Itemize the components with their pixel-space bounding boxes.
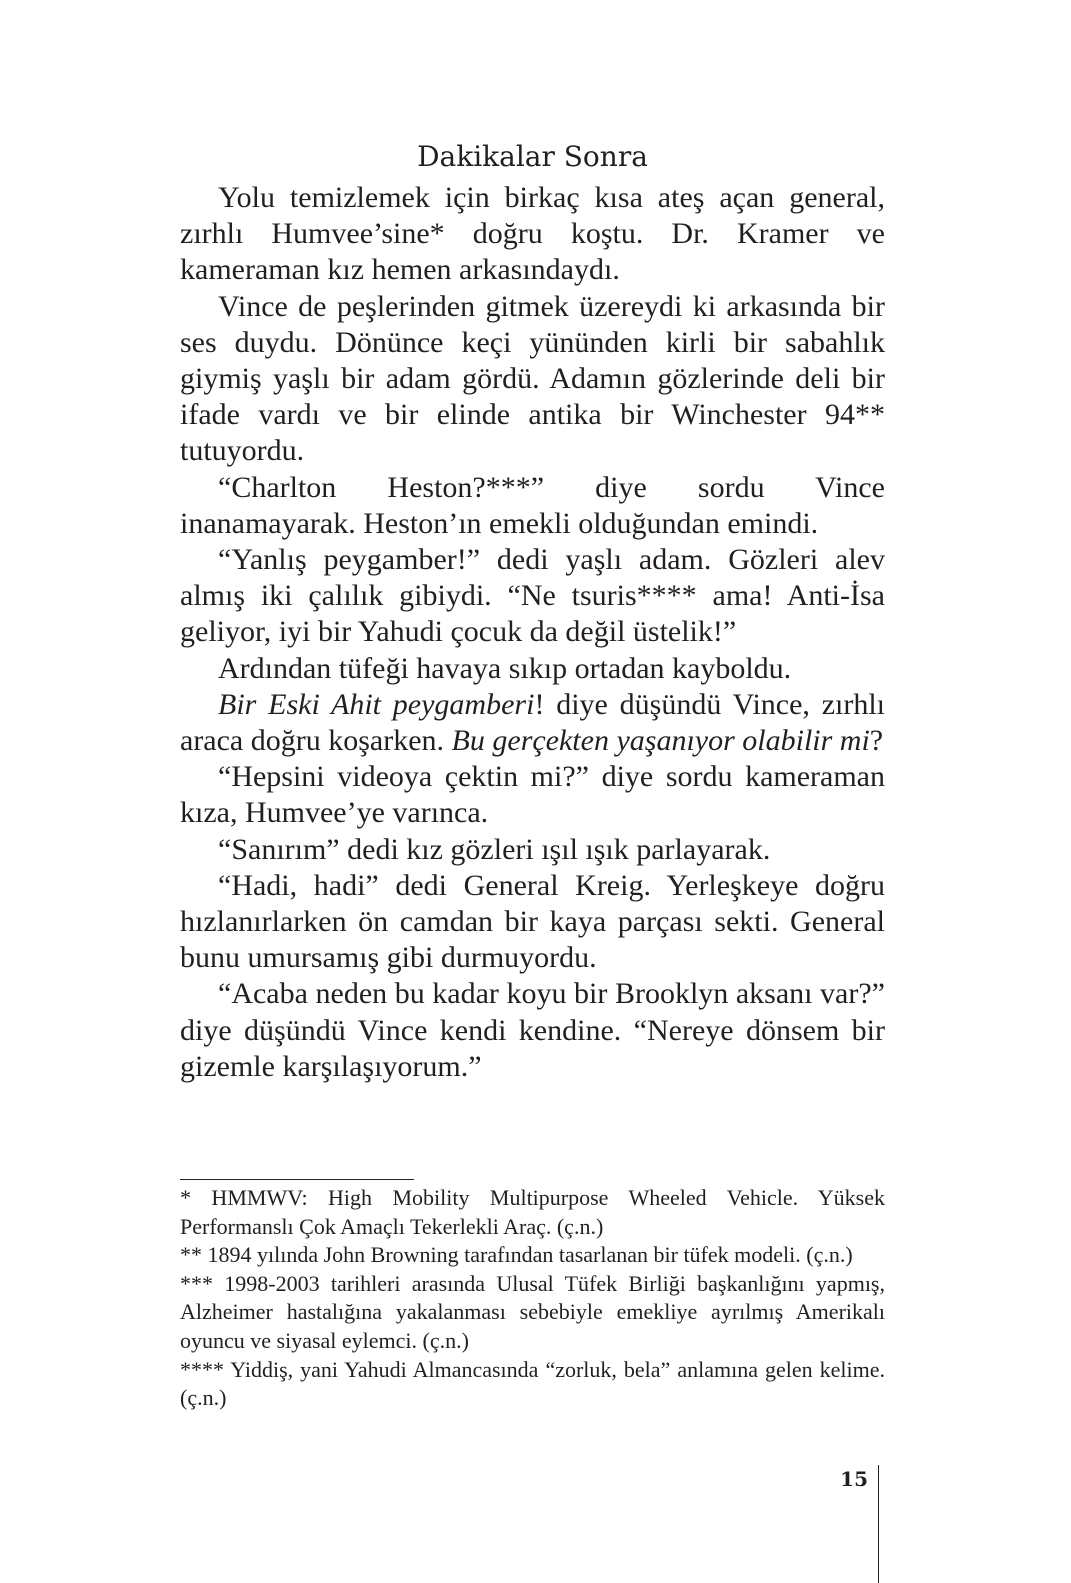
paragraph (180, 470, 885, 542)
paragraph (180, 759, 885, 831)
text-run: ? (869, 724, 884, 758)
paragraph (180, 542, 885, 651)
text-run: ! diye düşündü Vince, zırhlı araca doğru koşarken. (180, 687, 886, 758)
footnote-item: *** 1998-2003 tarihleri arasında Ulusal Tüfek Birliği başkanlığını yapmış, Alzheimer hastalığına yakalanması sebebiyle emekliye ayrılmış Amerikalı oyuncu ve siyasal eylemci. (ç.n.) (180, 1270, 885, 1353)
paragraph (180, 976, 885, 1085)
footnotes (180, 1184, 885, 1413)
text-run: Ardından tüfeği havaya sıkıp ortadan kayboldu. (218, 651, 792, 685)
footnote-item: ** 1894 yılında John Browning tarafından tasarlanan bir tüfek modeli. (ç.n.) (180, 1242, 853, 1268)
text-run: “Sanırım” dedi kız gözleri ışıl ışık parlayarak. (218, 832, 771, 866)
footnote-divider (180, 1179, 414, 1180)
text-run: “Charlton Heston?***” diye sordu Vince inanamayarak. Heston’ın emekli olduğundan emindi. (180, 470, 885, 540)
footnote-item: * HMMWV: High Mobility Multipurpose Wheeled Vehicle. Yüksek Performanslı Çok Amaçlı Tekerlekli Araç. (ç.n.) (180, 1185, 885, 1239)
text-run: “Hadi, hadi” dedi General Kreig. Yerleşkeye doğru hızlanırlarken ön camdan bir kaya parçası sekti. General bunu umursamış gibi durmuyordu. (180, 868, 885, 975)
body-text (180, 180, 885, 1085)
paragraph (180, 651, 885, 687)
section-heading: Dakikalar Sonra (417, 140, 648, 173)
text-run: Yolu temizlemek için birkaç kısa ateş açan general, zırhlı Humvee’sine* doğru koştu. Dr. Kramer ve kameraman kız hemen arkasındaydı. (180, 181, 885, 287)
paragraph (180, 832, 885, 868)
text-run: “Yanlış peygamber!” dedi yaşlı adam. Gözleri alev almış iki çalılık gibiydi. “Ne tsuris**** ama! Anti-İsa geliyor, iyi bir Yahudi çocuk da değil üstelik!” (180, 543, 885, 649)
text-run: “Hepsini videoya çektin mi?” diye sordu kameraman kıza, Humvee’ye varınca. (180, 760, 885, 830)
paragraph (180, 868, 885, 977)
italic-run: Bu gerçekten yaşanıyor olabilir mi (451, 724, 870, 758)
italic-run: Bir Eski Ahit peygamberi (218, 687, 535, 721)
margin-line (878, 1465, 879, 1583)
footnote-item: **** Yiddiş, yani Yahudi Almancasında “zorluk, bela” anlamına gelen kelime. (ç.n.) (180, 1356, 885, 1411)
page-number: 15 (840, 1467, 868, 1491)
text-run: “Acaba neden bu kadar koyu bir Brooklyn aksanı var?” diye düşündü Vince kendi kendine. “Nereye dönsem bir gizemle karşılaşıyorum.” (180, 977, 885, 1083)
paragraph (180, 289, 885, 470)
paragraph (180, 687, 885, 759)
paragraph (180, 180, 885, 289)
text-run: Vince de peşlerinden gitmek üzereydi ki arkasında bir ses duydu. Dönünce keçi yününden kirli bir sabahlık giymiş yaşlı bir adam gördü. Adamın gözlerinde deli bir ifade vardı ve bir elinde antika bir Winchester 94** tutuyordu. (180, 289, 885, 468)
